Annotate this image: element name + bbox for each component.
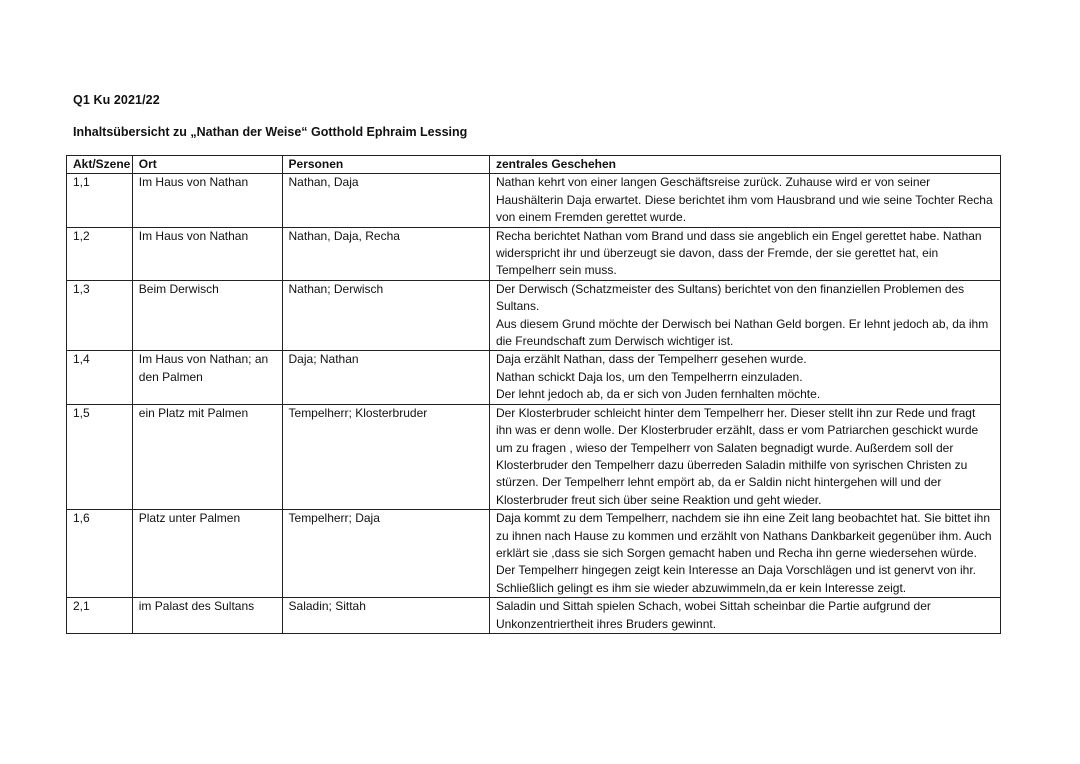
cell-ort: Beim Derwisch xyxy=(132,280,282,351)
cell-akt-szene: 1,1 xyxy=(67,174,133,227)
cell-personen: Tempelherr; Klosterbruder xyxy=(282,404,489,509)
cell-ort: Im Haus von Nathan xyxy=(132,174,282,227)
geschehen-paragraph: Recha berichtet Nathan vom Brand und dass sie angeblich ein Engel gerettet habe. Nathan widerspricht ihr und überzeugt sie davon, dass der Fremde, der sie gerettet hat, ein Tempelherr sein muss. xyxy=(495,228,982,278)
table-row xyxy=(67,510,1001,598)
document-title: Inhaltsübersicht zu „Nathan der Weise“ Gotthold Ephraim Lessing xyxy=(73,125,468,139)
cell-personen: Nathan, Daja, Recha xyxy=(282,227,489,280)
table-row xyxy=(67,404,1001,509)
cell-ort: Im Haus von Nathan; an den Palmen xyxy=(132,351,282,404)
cell-ort: Platz unter Palmen xyxy=(132,510,282,598)
geschehen-paragraph: Saladin und Sittah spielen Schach, wobei Sittah scheinbar die Partie aufgrund der Unkonzentriertheit ihres Bruders gewinnt. xyxy=(495,599,931,631)
cell-akt-szene: 1,3 xyxy=(67,280,133,351)
cell-geschehen xyxy=(489,351,1000,404)
course-label: Q1 Ku 2021/22 xyxy=(73,93,160,107)
cell-geschehen xyxy=(489,227,1000,280)
geschehen-paragraph: Der Derwisch (Schatzmeister des Sultans) berichtet von den finanziellen Problemen des Sultans. xyxy=(495,281,965,314)
cell-ort: im Palast des Sultans xyxy=(132,598,282,634)
table-row xyxy=(67,174,1001,227)
table-row xyxy=(67,351,1001,404)
scene-overview-table xyxy=(66,155,1001,634)
geschehen-paragraph: Daja erzählt Nathan, dass der Tempelherr gesehen wurde. xyxy=(495,352,807,367)
cell-personen: Daja; Nathan xyxy=(282,351,489,404)
table-header-row xyxy=(67,156,1001,174)
geschehen-paragraph: Daja kommt zu dem Tempelherr, nachdem sie ihn eine Zeit lang beobachtet hat. Sie bittet ihn zu ihnen nach Hause zu kommen und erzählt von Nathans Dankbarkeit gegenüber ihm. Auch erklärt sie ,dass sie sich Sorgen gemacht haben und Recha ihn gerne wiedersehen würde. Der Tempelherr hingegen zeigt kein Interesse an Daja Vorschlägen und ist genervt von ihr. Schließlich gelingt es ihm sie wieder abzuwimmeln,da er kein Interesse zeigt. xyxy=(495,511,992,595)
cell-ort: ein Platz mit Palmen xyxy=(132,404,282,509)
table-row xyxy=(67,598,1001,634)
geschehen-paragraph: Der lehnt jedoch ab, da er sich von Juden fernhalten möchte. xyxy=(495,387,821,402)
column-header-personen: Personen xyxy=(282,156,489,174)
column-header-akt-szene: Akt/Szene xyxy=(67,156,133,174)
table-row xyxy=(67,280,1001,351)
table-row xyxy=(67,227,1001,280)
cell-akt-szene: 1,5 xyxy=(67,404,133,509)
geschehen-paragraph: Aus diesem Grund möchte der Derwisch bei Nathan Geld borgen. Er lehnt jedoch ab, da ihm die Freundschaft zum Derwisch wichtiger ist. xyxy=(495,316,989,349)
cell-geschehen xyxy=(489,174,1000,227)
geschehen-paragraph: Nathan schickt Daja los, um den Tempelherrn einzuladen. xyxy=(495,369,803,384)
column-header-ort: Ort xyxy=(132,156,282,174)
cell-akt-szene: 2,1 xyxy=(67,598,133,634)
geschehen-paragraph: Nathan kehrt von einer langen Geschäftsreise zurück. Zuhause wird er von seiner Haushälterin Daja erwartet. Diese berichtet ihm vom Hausbrand und wie seine Tochter Recha von einem Fremden gerettet wurde. xyxy=(495,175,993,225)
cell-personen: Saladin; Sittah xyxy=(282,598,489,634)
cell-geschehen xyxy=(489,598,1000,634)
cell-akt-szene: 1,2 xyxy=(67,227,133,280)
cell-geschehen xyxy=(489,404,1000,509)
column-header-geschehen: zentrales Geschehen xyxy=(489,156,1000,174)
cell-geschehen xyxy=(489,510,1000,598)
cell-ort: Im Haus von Nathan xyxy=(132,227,282,280)
cell-personen: Tempelherr; Daja xyxy=(282,510,489,598)
cell-personen: Nathan, Daja xyxy=(282,174,489,227)
cell-geschehen xyxy=(489,280,1000,351)
cell-akt-szene: 1,6 xyxy=(67,510,133,598)
cell-akt-szene: 1,4 xyxy=(67,351,133,404)
cell-personen: Nathan; Derwisch xyxy=(282,280,489,351)
geschehen-paragraph: Der Klosterbruder schleicht hinter dem Tempelherr her. Dieser stellt ihn zur Rede und fragt ihn was er denn wolle. Der Klosterbruder erzählt, dass er vom Patriarchen geschickt wurde um zu fragen , wieso der Tempelherr von Salaten begnadigt wurde. Außerdem soll der Klosterbruder den Tempelherr dazu überreden Saladin mithilfe von syrischen Christen zu stürzen. Der Tempelherr lehnt empört ab, da er Saldin nicht hintergehen will und der Klosterbruder freut sich über seine Reaktion und geht wieder. xyxy=(495,405,979,507)
